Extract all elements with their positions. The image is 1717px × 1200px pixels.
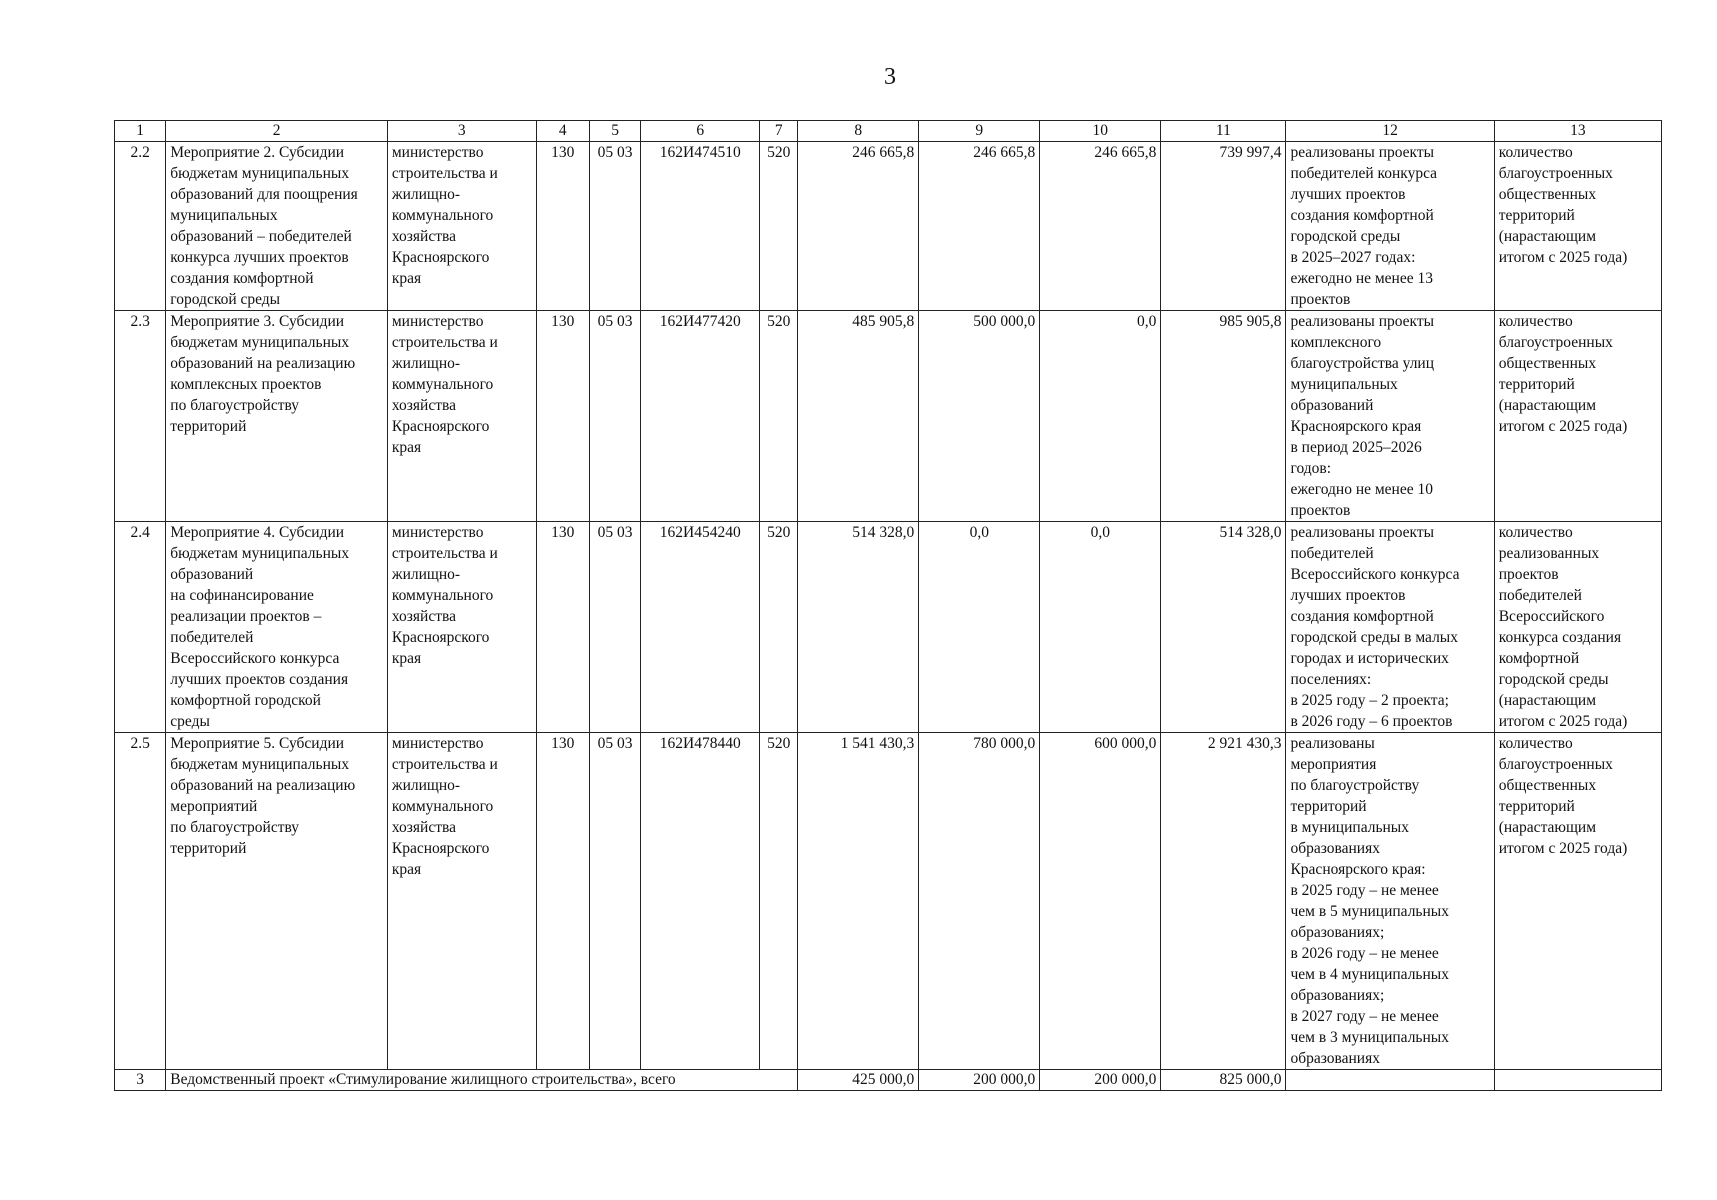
amount-cell: 600 000,0 xyxy=(1040,733,1161,1070)
responsible-agency: министерство строительства и жилищно- коммунального хозяйства Красноярского края xyxy=(387,522,536,733)
column-header: 4 xyxy=(536,121,589,142)
column-header: 3 xyxy=(387,121,536,142)
measure-name: Мероприятие 3. Субсидии бюджетам муниципальных образований на реализацию комплексных проектов по благоустройству территорий xyxy=(166,311,388,522)
table-row xyxy=(115,522,1662,733)
code-cell: 162И454240 xyxy=(641,522,760,733)
amount-cell: 500 000,0 xyxy=(919,311,1040,522)
column-header: 1 xyxy=(115,121,166,142)
column-header: 5 xyxy=(589,121,640,142)
indicator-cell: количество реализованных проектов победителей Всероссийского конкурса создания комфортной городской среды (нарастающим итогом с 2025 года) xyxy=(1494,522,1661,733)
measure-name: Мероприятие 2. Субсидии бюджетам муниципальных образований для поощрения муниципальных образований – победителей конкурса лучших проектов создания комфортной городской среды xyxy=(166,142,388,311)
amount-cell: 2 921 430,3 xyxy=(1161,733,1286,1070)
amount-cell: 1 541 430,3 xyxy=(798,733,919,1070)
column-header: 10 xyxy=(1040,121,1161,142)
code-cell: 520 xyxy=(760,311,798,522)
result-cell xyxy=(1286,1070,1494,1091)
code-cell: 130 xyxy=(536,733,589,1070)
amount-cell: 246 665,8 xyxy=(798,142,919,311)
indicator-cell: количество благоустроенных общественных территорий (нарастающим итогом с 2025 года) xyxy=(1494,311,1661,522)
page-number: 3 xyxy=(884,64,896,90)
table-row xyxy=(115,733,1662,1070)
code-cell: 05 03 xyxy=(589,311,640,522)
code-cell: 130 xyxy=(536,142,589,311)
row-number: 2.3 xyxy=(115,311,166,522)
result-cell: реализованы проекты победителей конкурса лучших проектов создания комфортной городской среды в 2025–2027 годах: ежегодно не менее 13 проектов xyxy=(1286,142,1494,311)
column-header: 12 xyxy=(1286,121,1494,142)
table-row xyxy=(115,311,1662,522)
amount-cell: 780 000,0 xyxy=(919,733,1040,1070)
indicator-cell: количество благоустроенных общественных территорий (нарастающим итогом с 2025 года) xyxy=(1494,142,1661,311)
total-label: Ведомственный проект «Стимулирование жилищного строительства», всего xyxy=(166,1070,798,1091)
amount-cell: 514 328,0 xyxy=(798,522,919,733)
code-cell: 05 03 xyxy=(589,522,640,733)
column-header: 6 xyxy=(641,121,760,142)
row-number: 2.4 xyxy=(115,522,166,733)
measure-name: Мероприятие 4. Субсидии бюджетам муниципальных образований на софинансирование реализации проектов – победителей Всероссийского конкурса лучших проектов создания комфортной городской среды xyxy=(166,522,388,733)
total-row xyxy=(115,1070,1662,1091)
amount-cell: 825 000,0 xyxy=(1161,1070,1286,1091)
column-header: 7 xyxy=(760,121,798,142)
result-cell: реализованы проекты комплексного благоустройства улиц муниципальных образований Красноярского края в период 2025–2026 годов: ежегодно не менее 10 проектов xyxy=(1286,311,1494,522)
amount-cell: 739 997,4 xyxy=(1161,142,1286,311)
amount-cell: 425 000,0 xyxy=(798,1070,919,1091)
column-header: 8 xyxy=(798,121,919,142)
amount-cell: 514 328,0 xyxy=(1161,522,1286,733)
result-cell: реализованы мероприятия по благоустройству территорий в муниципальных образованиях Красноярского края: в 2025 году – не менее чем в 5 муниципальных образованиях; в 2026 году – не менее чем в 4 муниципальных образованиях; в 2027 году – не менее чем в 3 муниципальных образованиях xyxy=(1286,733,1494,1070)
code-cell: 520 xyxy=(760,522,798,733)
amount-cell: 0,0 xyxy=(1040,522,1161,733)
code-cell: 05 03 xyxy=(589,142,640,311)
responsible-agency: министерство строительства и жилищно- коммунального хозяйства Красноярского края xyxy=(387,733,536,1070)
column-header: 13 xyxy=(1494,121,1661,142)
table-row xyxy=(115,142,1662,311)
responsible-agency: министерство строительства и жилищно- коммунального хозяйства Красноярского края xyxy=(387,142,536,311)
amount-cell: 485 905,8 xyxy=(798,311,919,522)
column-header: 11 xyxy=(1161,121,1286,142)
responsible-agency: министерство строительства и жилищно- коммунального хозяйства Красноярского края xyxy=(387,311,536,522)
column-number-header-row xyxy=(115,121,1662,142)
row-number: 2.2 xyxy=(115,142,166,311)
row-number: 2.5 xyxy=(115,733,166,1070)
code-cell: 520 xyxy=(760,142,798,311)
column-header: 9 xyxy=(919,121,1040,142)
code-cell: 162И478440 xyxy=(641,733,760,1070)
column-header: 2 xyxy=(166,121,388,142)
measure-name: Мероприятие 5. Субсидии бюджетам муниципальных образований на реализацию мероприятий по благоустройству территорий xyxy=(166,733,388,1070)
indicator-cell: количество благоустроенных общественных территорий (нарастающим итогом с 2025 года) xyxy=(1494,733,1661,1070)
amount-cell: 0,0 xyxy=(919,522,1040,733)
code-cell: 05 03 xyxy=(589,733,640,1070)
amount-cell: 246 665,8 xyxy=(1040,142,1161,311)
amount-cell: 200 000,0 xyxy=(919,1070,1040,1091)
code-cell: 130 xyxy=(536,522,589,733)
code-cell: 130 xyxy=(536,311,589,522)
amount-cell: 200 000,0 xyxy=(1040,1070,1161,1091)
amount-cell: 985 905,8 xyxy=(1161,311,1286,522)
row-number: 3 xyxy=(115,1070,166,1091)
code-cell: 162И474510 xyxy=(641,142,760,311)
code-cell: 162И477420 xyxy=(641,311,760,522)
result-cell: реализованы проекты победителей Всероссийского конкурса лучших проектов создания комфортной городской среды в малых городах и исторических поселениях: в 2025 году – 2 проекта; в 2026 году – 6 проектов xyxy=(1286,522,1494,733)
code-cell: 520 xyxy=(760,733,798,1070)
indicator-cell xyxy=(1494,1070,1661,1091)
amount-cell: 0,0 xyxy=(1040,311,1161,522)
budget-table xyxy=(114,120,1662,1091)
amount-cell: 246 665,8 xyxy=(919,142,1040,311)
